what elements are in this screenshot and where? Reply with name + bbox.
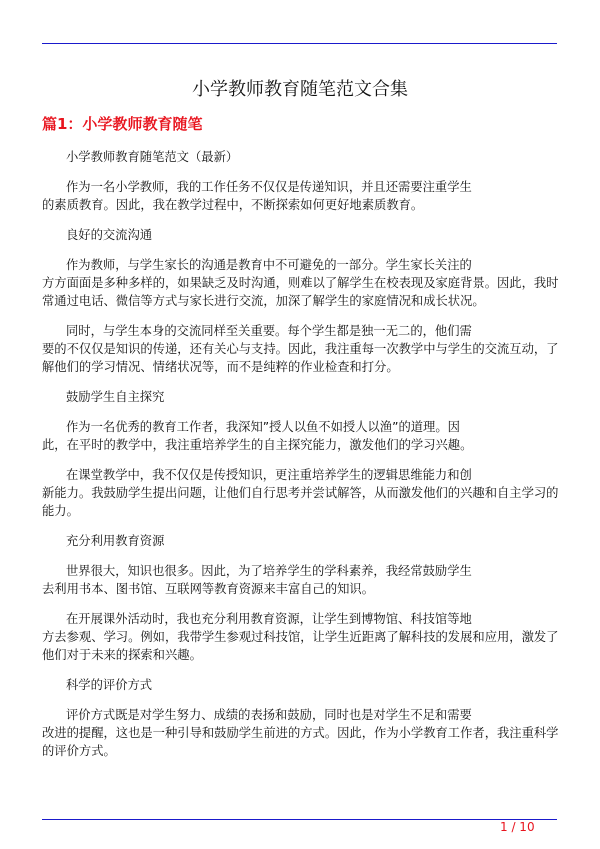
text-line: 在开展课外活动时，我也充分利用教育资源，让学生到博物馆、科技馆等地 — [66, 612, 472, 626]
document-title: 小学教师教育随笔范文合集 — [192, 79, 408, 100]
text-line: 评价方式既是对学生努力、成绩的表扬和鼓励，同时也是对学生不足和需要 — [66, 708, 472, 722]
section-heading: 篇1：小学教师教育随笔 — [42, 115, 203, 133]
paragraph — [42, 610, 562, 664]
text-line: 要的不仅仅是知识的传递，还有关心与支持。因此，我注重每一次教学中与学生的交流互动，了 — [42, 342, 559, 356]
paragraph — [42, 562, 562, 598]
paragraph — [42, 466, 562, 520]
subheading — [42, 532, 562, 550]
paragraph — [42, 178, 562, 214]
subheading — [42, 676, 562, 694]
paragraph — [42, 418, 562, 454]
text-line: 作为一名小学教师，我的工作任务不仅仅是传递知识，并且还需要注重学生 — [66, 180, 472, 194]
paragraph — [42, 322, 562, 376]
text-line: 能力。 — [42, 504, 79, 518]
text-line: 解他们的学习情况、情绪状况等，而不是纯粹的作业检查和打分。 — [42, 360, 399, 374]
text-line: 科学的评价方式 — [66, 678, 153, 692]
text-line: 去利用书本、图书馆、互联网等教育资源来丰富自己的知识。 — [42, 582, 375, 596]
text-line: 世界很大，知识也很多。因此，为了培养学生的学科素养，我经常鼓励学生 — [66, 564, 472, 578]
text-line: 的评价方式。 — [42, 744, 116, 758]
subheading — [42, 388, 562, 406]
text-line: 同时，与学生本身的交流同样至关重要。每个学生都是独一无二的，他们需 — [66, 324, 472, 338]
footer-divider — [42, 819, 557, 820]
text-line: 常通过电话、微信等方式与家长进行交流，加深了解学生的家庭情况和成长状况。 — [42, 294, 485, 308]
header-divider — [42, 43, 557, 44]
document-body — [42, 148, 562, 772]
text-line: 方去参观、学习。例如，我带学生参观过科技馆，让学生近距离了解科技的发展和应用，激发了 — [42, 630, 559, 644]
text-line: 作为一名优秀的教育工作者，我深知”授人以鱼不如授人以渔”的道理。因 — [66, 420, 460, 434]
text-line: 鼓励学生自主探究 — [66, 390, 165, 404]
text-line: 作为教师，与学生家长的沟通是教育中不可避免的一部分。学生家长关注的 — [66, 258, 472, 272]
text-line: 的素质教育。因此，我在教学过程中，不断探索如何更好地素质教育。 — [42, 198, 424, 212]
text-line: 方方面面是多种多样的，如果缺乏及时沟通，则难以了解学生在校表现及家庭背景。因此，我时 — [42, 276, 559, 290]
paragraph — [42, 706, 562, 760]
text-line: 改进的提醒，这也是一种引导和鼓励学生前进的方式。因此，作为小学教育工作者，我注重科学 — [42, 726, 559, 740]
text-line: 他们对于未来的探索和兴趣。 — [42, 648, 202, 662]
text-line: 充分利用教育资源 — [66, 534, 165, 548]
subheading — [42, 226, 562, 244]
text-line: 在课堂教学中，我不仅仅是传授知识，更注重培养学生的逻辑思维能力和创 — [66, 468, 472, 482]
text-line: 良好的交流沟通 — [66, 228, 153, 242]
page-number: 1 / 10 — [500, 820, 535, 834]
subheading — [42, 148, 562, 166]
text-line: 小学教师教育随笔范文（最新） — [66, 150, 239, 164]
paragraph — [42, 256, 562, 310]
text-line: 新能力。我鼓励学生提出问题，让他们自行思考并尝试解答，从而激发他们的兴趣和自主学习的 — [42, 486, 559, 500]
text-line: 此，在平时的教学中，我注重培养学生的自主探究能力，激发他们的学习兴趣。 — [42, 438, 473, 452]
